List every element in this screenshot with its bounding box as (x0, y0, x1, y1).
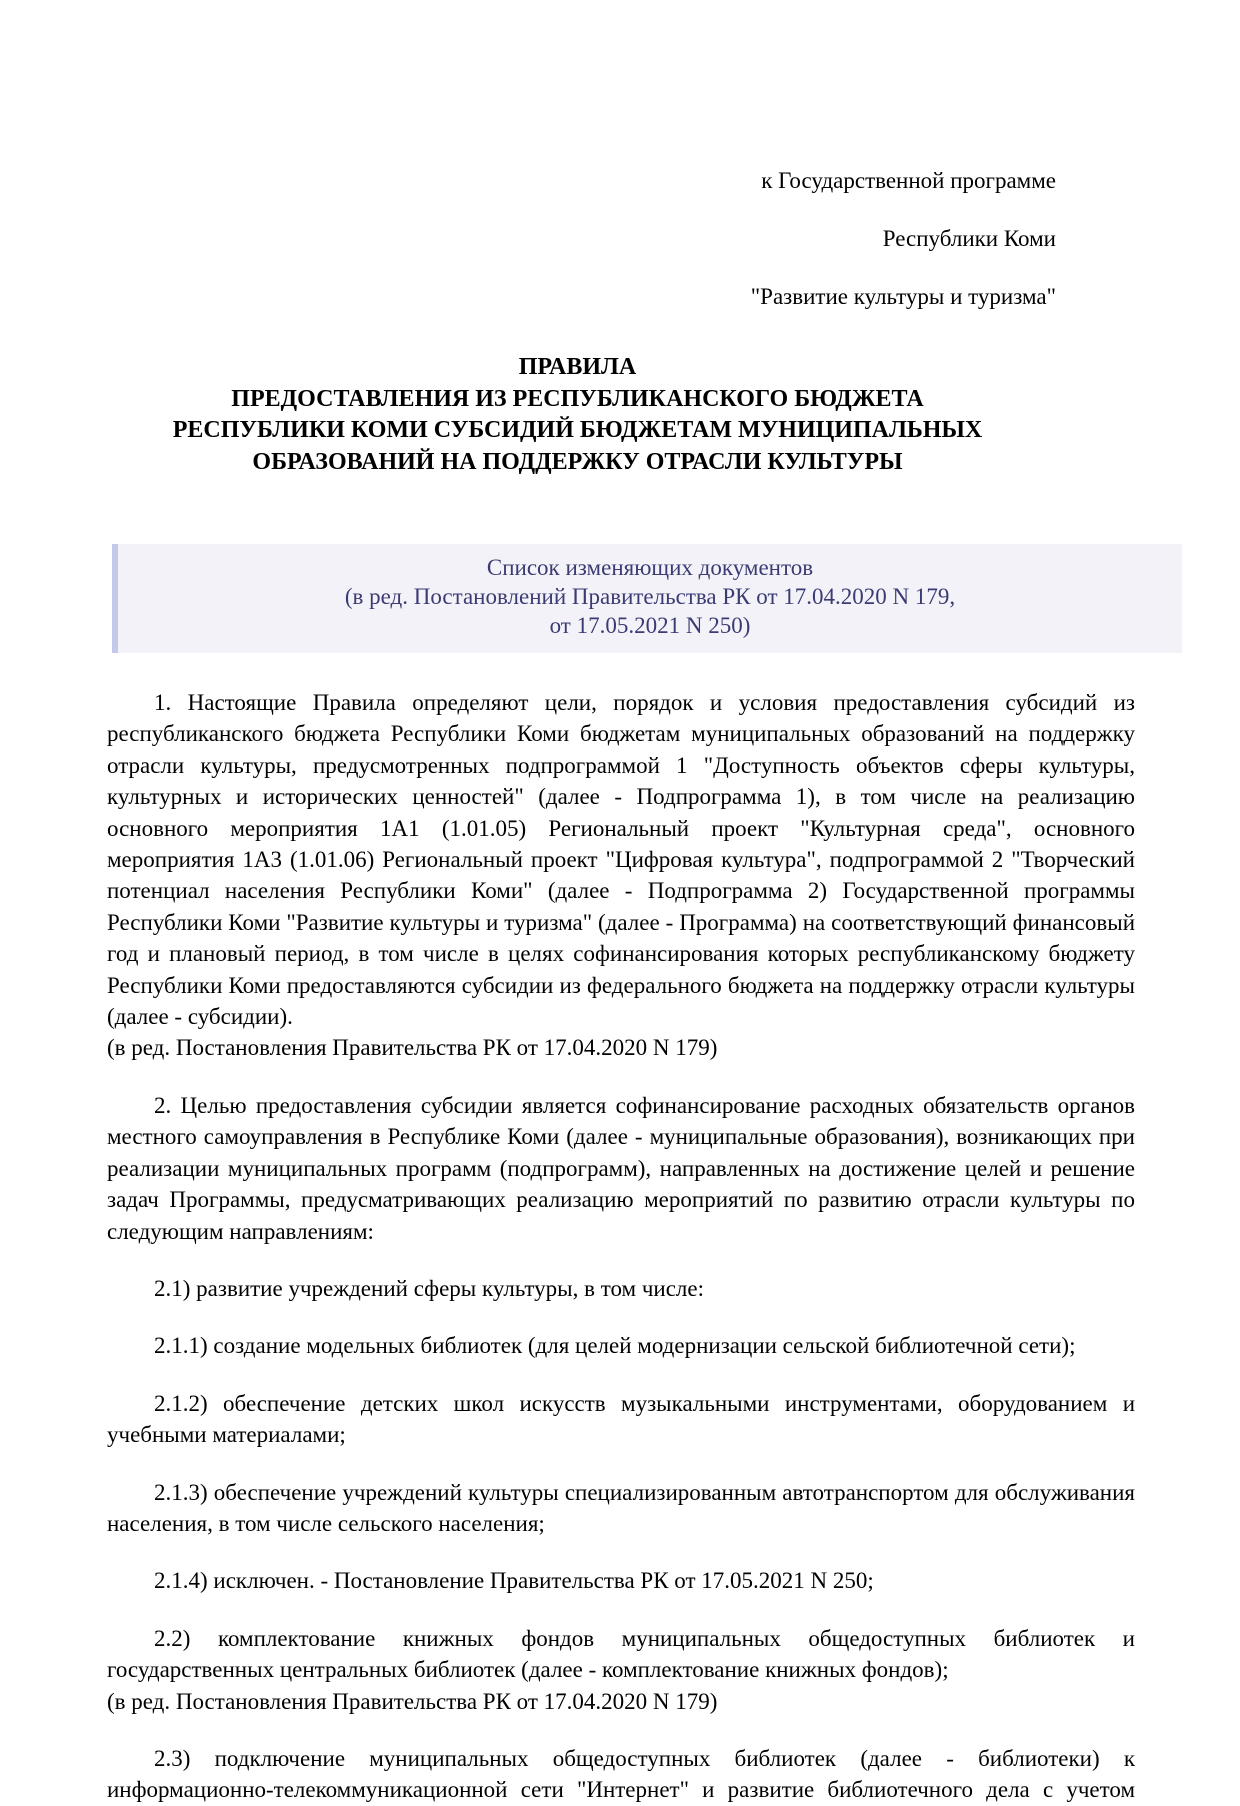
amendments-box-line: Список изменяющих документов (486, 555, 814, 580)
amendments-box (112, 544, 1182, 653)
body-paragraph: 2.1) развитие учреждений сферы культуры, в том числе: (154, 1275, 705, 1301)
amendment-note: (в ред. Постановления Правительства РК от 17.04.2020 N 179) (107, 1688, 718, 1714)
document-title-line: РЕСПУБЛИКИ КОМИ СУБСИДИЙ БЮДЖЕТАМ МУНИЦИПАЛЬНЫХ (172, 417, 983, 443)
body-paragraph: 2.2) комплектование книжных фондов муниципальных общедоступных библиотек и государственных центральных библиотек (далее - комплектование книжных фондов); (107, 1625, 1135, 1683)
amendment-note: (в ред. Постановления Правительства РК от 17.04.2020 N 179) (107, 1035, 718, 1061)
amendments-box-line: от 17.05.2021 N 250) (549, 613, 751, 638)
document-title-line: ПРЕДОСТАВЛЕНИЯ ИЗ РЕСПУБЛИКАНСКОГО БЮДЖЕТА (231, 385, 924, 412)
document-title-line: ОБРАЗОВАНИЙ НА ПОДДЕРЖКУ ОТРАСЛИ КУЛЬТУРЫ (252, 448, 903, 475)
body-paragraph: 2.3) подключение муниципальных общедоступных библиотек (далее - библиотеки) к информационно-телекоммуникационной сети "Интернет" и развитие библиотечного дела с учетом (107, 1745, 1135, 1803)
body-paragraph: 2.1.4) исключен. - Постановление Правительства РК от 17.05.2021 N 250; (154, 1568, 874, 1594)
reference-header-line: Республики Коми (882, 226, 1056, 251)
reference-header (107, 137, 1056, 340)
body-paragraph: 2.1.3) обеспечение учреждений культуры специализированным автотранспортом для обслуживания населения, в том числе сельского населения; (107, 1479, 1135, 1536)
reference-header-line: к Государственной программе (761, 168, 1056, 193)
body-paragraph: 2.1.1) создание модельных библиотек (для целей модернизации сельской библиотечной сети); (154, 1333, 1076, 1359)
amendments-box-line: (в ред. Постановлений Правительства РК от 17.04.2020 N 179, (344, 584, 956, 609)
document-title (107, 352, 1048, 478)
body-paragraph: 1. Настоящие Правила определяют цели, порядок и условия предоставления субсидий из республиканского бюджета Республики Коми бюджетам муниципальных образований на поддержку отрасли культуры, предусмотренных подпрограммой 1 "Доступность объектов сферы культуры, культурных и исторических ценностей" (далее - Подпрограмма 1), в том числе на реализацию основного мероприятия 1А1 (1.01.05) Региональный проект "Культурная среда", основного мероприятия 1А3 (1.01.06) Региональный проект "Цифровая культура", подпрограммой 2 "Творческий потенциал населения Республики Коми" (далее - Подпрограмма 2) Государственной программы Республики Коми "Развитие культуры и туризма" (далее - Программа) на соответствующий финансовый год и плановый период, в том числе в целях софинансирования которых республиканскому бюджету Республики Коми предоставляются субсидии из федерального бюджета на поддержку отрасли культуры (далее - субсидии). (107, 690, 1135, 1030)
reference-header-line: "Развитие культуры и туризма" (750, 284, 1056, 309)
document-body (107, 687, 1135, 1806)
document-title-line: ПРАВИЛА (518, 354, 637, 380)
body-paragraph: 2.1.2) обеспечение детских школ искусств музыкальными инструментами, оборудованием и учебными материалами; (107, 1390, 1135, 1448)
body-paragraph: 2. Целью предоставления субсидии является софинансирование расходных обязательств органов местного самоуправления в Республике Коми (далее - муниципальные образования), возникающих при реализации муниципальных программ (подпрограмм), направленных на достижение целей и решение задач Программы, предусматривающих реализацию мероприятий по развитию отрасли культуры по следующим направлениям: (107, 1092, 1135, 1244)
